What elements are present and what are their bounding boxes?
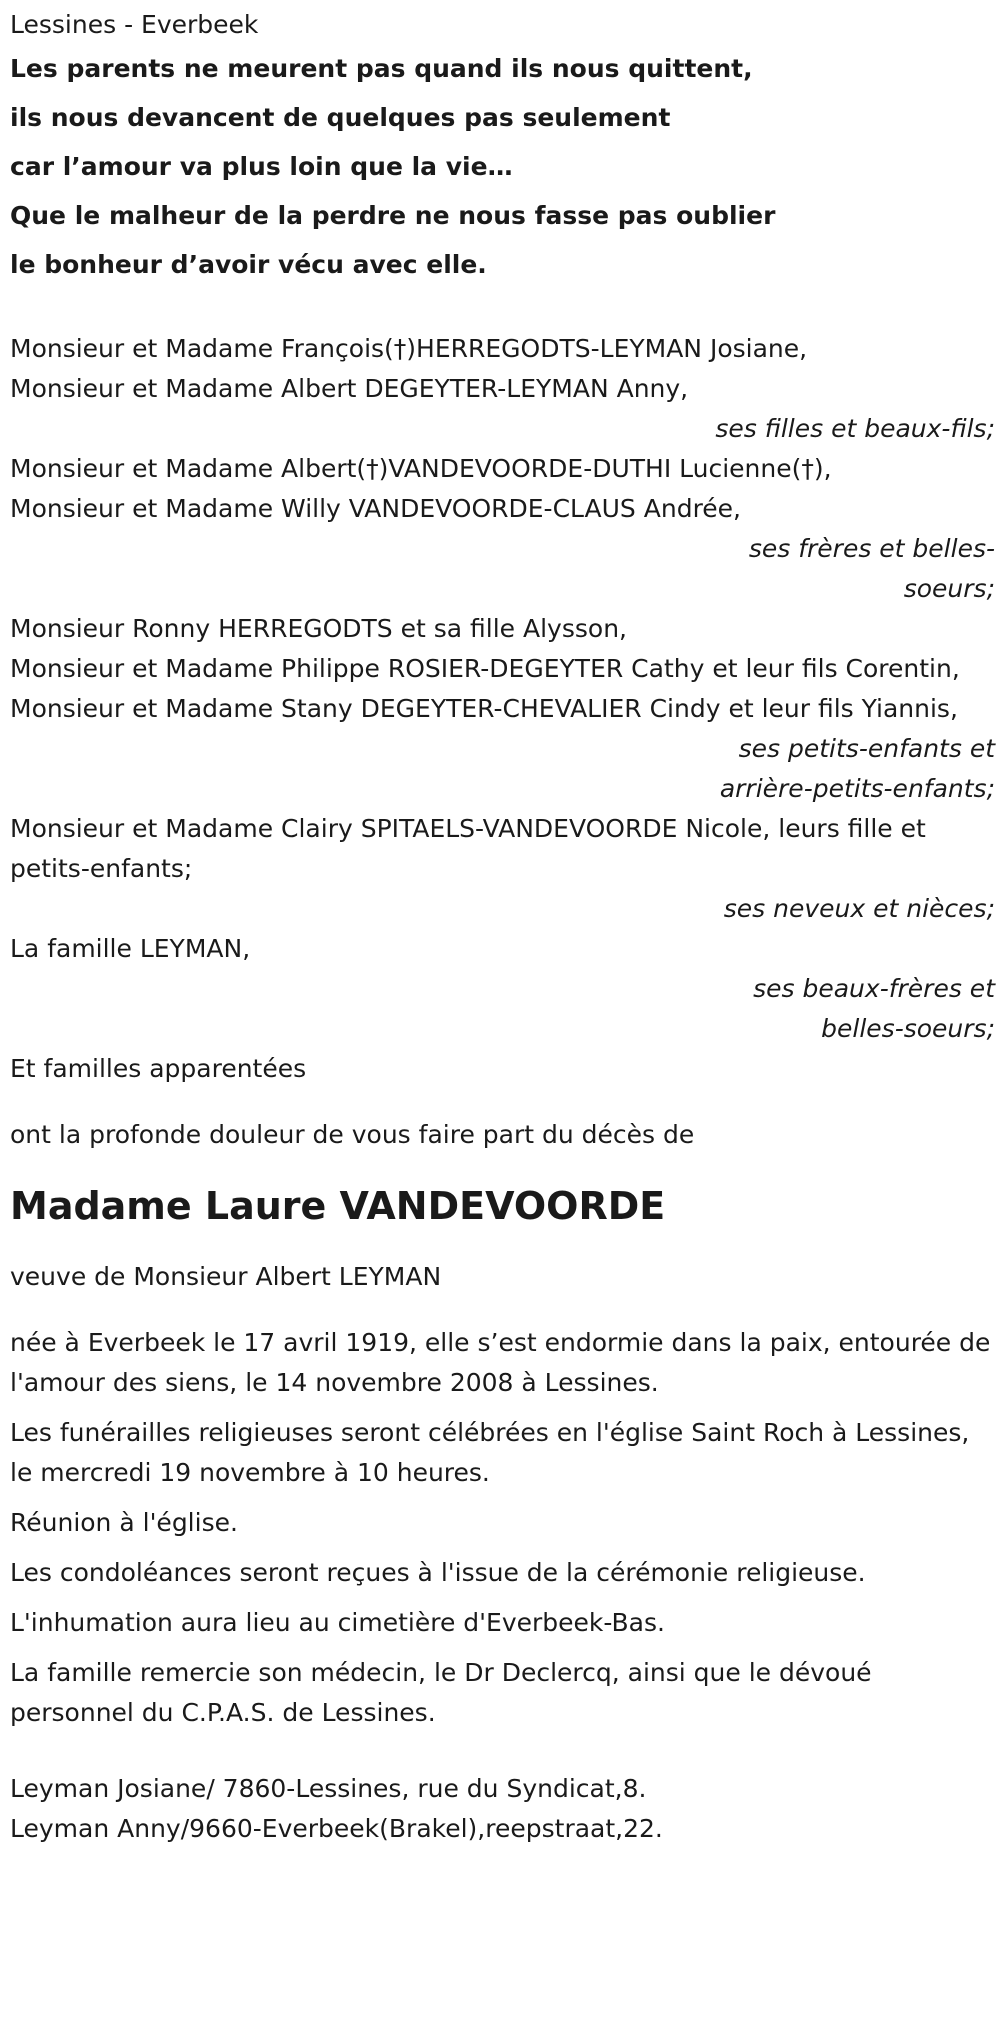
family-name-line: Monsieur et Madame Clairy SPITAELS-VANDEVOORDE Nicole, leurs fille et petits-enfants; <box>10 814 926 883</box>
poem-line: car l’amour va plus loin que la vie… <box>10 152 513 181</box>
detail-paragraph: La famille remercie son médecin, le Dr Declercq, ainsi que le dévoué personnel du C.P.A.S. de Lessines. <box>10 1658 872 1727</box>
funeral-details <box>10 1323 995 1733</box>
family-name-line: Monsieur et Madame Albert DEGEYTER-LEYMAN Anny, <box>10 374 689 403</box>
address-line: Leyman Anny/9660-Everbeek(Brakel),reepstraat,22. <box>10 1814 663 1843</box>
relation-label: ses petits-enfants et arrière-petits-enfants; <box>719 734 995 803</box>
widow-of-line: veuve de Monsieur Albert LEYMAN <box>10 1262 442 1291</box>
relation-label: ses frères et belles-soeurs; <box>748 534 995 603</box>
detail-paragraph: Les condoléances seront reçues à l'issue de la cérémonie religieuse. <box>10 1558 866 1587</box>
contact-addresses <box>10 1769 995 1849</box>
poem-line: Les parents ne meurent pas quand ils nous quittent, <box>10 54 753 83</box>
relation-label: ses neveux et nièces; <box>723 894 995 923</box>
family-group-in-laws <box>10 929 995 1049</box>
family-name-line: Monsieur et Madame François(†)HERREGODTS-LEYMAN Josiane, <box>10 334 808 363</box>
detail-paragraph: Les funérailles religieuses seront célébrées en l'église Saint Roch à Lessines, le mercredi 19 novembre à 10 heures. <box>10 1418 970 1487</box>
family-name-line: Monsieur et Madame Albert(†)VANDEVOORDE-DUTHI Lucienne(†), <box>10 454 832 483</box>
detail-paragraph: Réunion à l'église. <box>10 1508 238 1537</box>
detail-paragraph: L'inhumation aura lieu au cimetière d'Everbeek-Bas. <box>10 1608 665 1637</box>
obituary-column <box>10 8 995 1849</box>
related-families: Et familles apparentées <box>10 1054 307 1083</box>
announcement-text: ont la profonde douleur de vous faire part du décès de <box>10 1120 695 1149</box>
family-name-line: Monsieur et Madame Philippe ROSIER-DEGEYTER Cathy et leur fils Corentin, <box>10 654 960 683</box>
location-line: Lessines - Everbeek <box>10 10 259 39</box>
family-name-line: La famille LEYMAN, <box>10 934 251 963</box>
relation-label: ses beaux-frères et belles-soeurs; <box>753 974 995 1043</box>
family-group-grandchildren <box>10 609 995 809</box>
family-name-line: Monsieur et Madame Willy VANDEVOORDE-CLAUS Andrée, <box>10 494 742 523</box>
poem-line: le bonheur d’avoir vécu avec elle. <box>10 250 487 279</box>
family-group-nephews <box>10 809 995 929</box>
poem-line: ils nous devancent de quelques pas seulement <box>10 103 671 132</box>
family-group-daughters <box>10 329 995 449</box>
deceased-name: Madame Laure VANDEVOORDE <box>10 1184 666 1228</box>
address-line: Leyman Josiane/ 7860-Lessines, rue du Syndicat,8. <box>10 1774 647 1803</box>
family-name-line: Monsieur Ronny HERREGODTS et sa fille Alysson, <box>10 614 627 643</box>
family-group-siblings <box>10 449 995 609</box>
poem <box>10 44 995 289</box>
detail-paragraph: née à Everbeek le 17 avril 1919, elle s’est endormie dans la paix, entourée de l'amour des siens, le 14 novembre 2008 à Lessines. <box>10 1328 991 1397</box>
poem-line: Que le malheur de la perdre ne nous fasse pas oublier <box>10 201 776 230</box>
relation-label: ses filles et beaux-fils; <box>715 414 995 443</box>
family-name-line: Monsieur et Madame Stany DEGEYTER-CHEVALIER Cindy et leur fils Yiannis, <box>10 694 958 723</box>
